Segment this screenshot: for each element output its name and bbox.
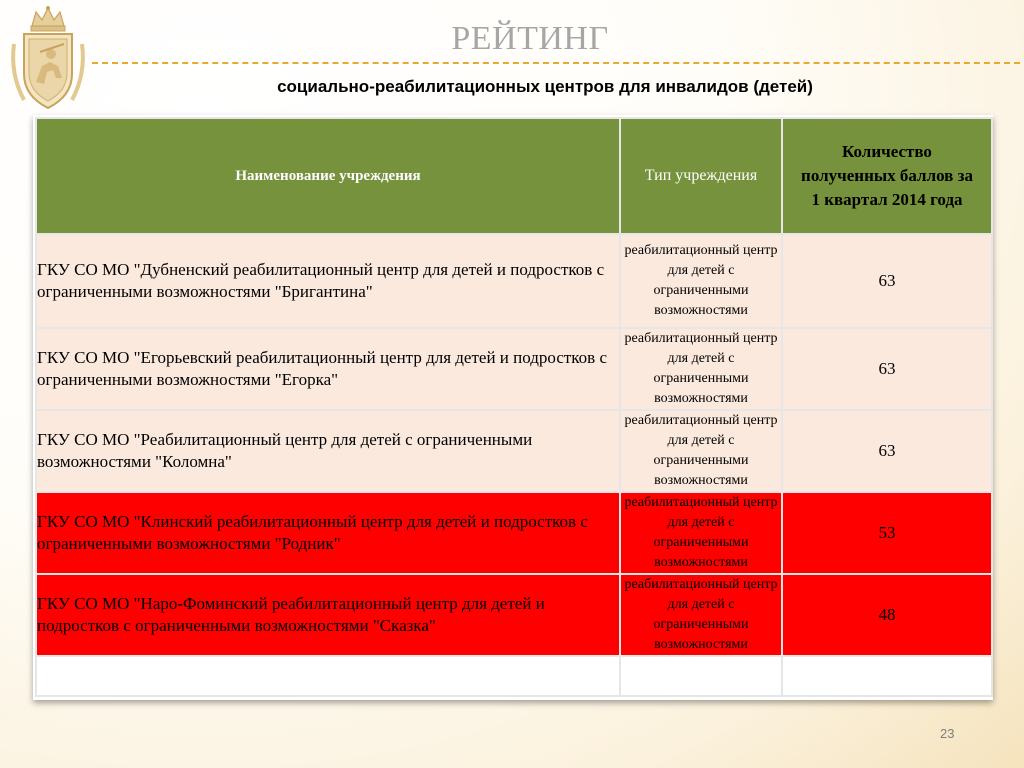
table-row	[36, 328, 992, 410]
table-row	[36, 492, 992, 574]
slide-title: РЕЙТИНГ	[451, 20, 609, 57]
institution-type: реабилитационный центр для детей с ограниченными возможностями	[620, 492, 782, 574]
institution-type: реабилитационный центр для детей с ограниченными возможностями	[620, 234, 782, 328]
institution-score: 63	[782, 328, 992, 410]
institution-type: реабилитационный центр для детей с ограниченными возможностями	[620, 328, 782, 410]
table-row	[36, 574, 992, 656]
table-header-row	[36, 118, 992, 234]
institution-score: 63	[782, 234, 992, 328]
empty-cell	[36, 656, 620, 696]
table-row	[36, 410, 992, 492]
empty-cell	[782, 656, 992, 696]
institution-type: реабилитационный центр для детей с ограниченными возможностями	[620, 574, 782, 656]
table-row	[36, 234, 992, 328]
coat-of-arms-logo	[6, 4, 90, 114]
slide-subtitle: социально-реабилитационных центров для инвалидов (детей)	[277, 77, 813, 96]
institution-score: 53	[782, 492, 992, 574]
institution-name: ГКУ СО МО "Клинский реабилитационный центр для детей и подростков с ограниченными возможностями "Родник"	[36, 492, 620, 574]
header-name: Наименование учреждения	[36, 118, 620, 234]
empty-cell	[620, 656, 782, 696]
institution-name: ГКУ СО МО "Реабилитационный центр для детей с ограниченными возможностями "Коломна"	[36, 410, 620, 492]
rating-table	[35, 117, 993, 697]
institution-name: ГКУ СО МО "Егорьевский реабилитационный центр для детей и подростков с ограниченными возможностями "Егорка"	[36, 328, 620, 410]
header-type-text: Тип учреждения	[644, 167, 758, 184]
institution-name: ГКУ СО МО "Наро-Фоминский реабилитационный центр для детей и подростков с ограниченными возможностями "Сказка"	[36, 574, 620, 656]
institution-score: 48	[782, 574, 992, 656]
header-score-text: Количество полученных баллов за 1 квартал 2014 года	[801, 142, 973, 209]
table-row-empty	[36, 656, 992, 696]
institution-score: 63	[782, 410, 992, 492]
header-type	[620, 118, 782, 234]
rating-table-frame	[33, 115, 993, 700]
institution-type: реабилитационный центр для детей с ограниченными возможностями	[620, 410, 782, 492]
page-number: 23	[940, 726, 955, 741]
institution-name: ГКУ СО МО "Дубненский реабилитационный центр для детей и подростков с ограниченными возможностями "Бригантина"	[36, 234, 620, 328]
title-divider	[92, 62, 1020, 64]
header-score	[782, 118, 992, 234]
